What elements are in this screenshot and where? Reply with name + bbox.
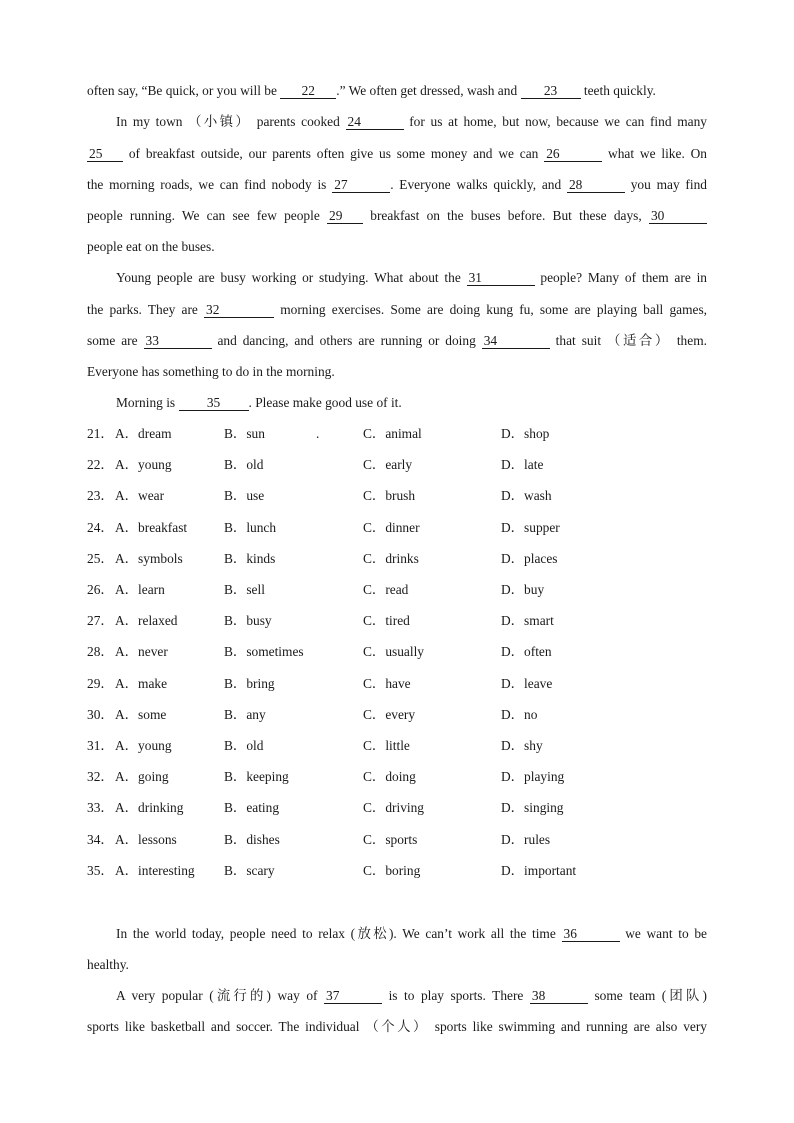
option-b: B．use: [224, 488, 265, 504]
option-a: A．breakfast: [115, 519, 188, 535]
passage-line: healthy.: [87, 957, 129, 972]
option-d: D．shy: [501, 738, 543, 753]
option-a: A．wear: [115, 488, 165, 504]
question-row: [87, 643, 707, 661]
passage-line: In my town （小镇） parents cooked 24 for us at home, but now, because we can find many: [116, 114, 707, 129]
question-number: 24．: [87, 519, 114, 535]
answer-blank: 24: [346, 115, 404, 130]
question-number: 23．: [87, 488, 114, 504]
option-b: B．bring: [224, 675, 275, 691]
answer-blank: 28: [567, 178, 625, 193]
question-row: [87, 456, 707, 474]
passage-line: Morning is 35 . Please make good use of it.: [116, 395, 402, 410]
option-c: C．dinner: [363, 519, 420, 535]
option-d: D．supper: [501, 519, 560, 535]
option-b: B．sell: [224, 582, 265, 597]
passage-line: sports like basketball and soccer. The individual （个人） sports like swimming and running are also very: [87, 1019, 707, 1034]
answer-blank: 37: [324, 989, 382, 1004]
option-c: C．read: [363, 582, 409, 597]
option-a: A．lessons: [115, 831, 177, 847]
option-b: B．lunch: [224, 519, 277, 535]
question-row: [87, 581, 707, 599]
question-number: 22．: [87, 457, 114, 473]
option-b: B．busy: [224, 613, 272, 629]
option-c: C．animal: [363, 426, 422, 441]
option-a: A．drinking: [115, 800, 184, 816]
option-b: B．keeping: [224, 769, 289, 785]
option-d: D．singing: [501, 800, 564, 816]
answer-blank: 33: [144, 334, 212, 349]
option-c: C．have: [363, 675, 411, 691]
option-d: D．buy: [501, 582, 545, 597]
question-number: 30．: [87, 706, 114, 722]
question-row: [87, 612, 707, 630]
option-c: C．drinks: [363, 550, 419, 566]
option-a: A．some: [115, 706, 167, 722]
option-d: D．leave: [501, 675, 553, 691]
option-b: B．old: [224, 457, 264, 473]
question-row: [87, 675, 707, 693]
passage-line: people running. We can see few people 29 breakfast on the buses before. But these days, 30: [87, 207, 707, 225]
passage-line: 25 of breakfast outside, our parents often give us some money and we can 26 what we like. On: [89, 146, 707, 161]
option-b: B．scary: [224, 862, 275, 878]
answer-blank: 23: [521, 84, 581, 99]
option-c: C．driving: [363, 800, 425, 816]
passage-line: A very popular (流行的) way of 37 is to play sports. There 38 some team (团队): [116, 988, 707, 1003]
question-row: [87, 799, 707, 817]
option-c: C．tired: [363, 613, 410, 629]
answer-blank: 25: [87, 147, 123, 162]
option-d: D．important: [501, 862, 577, 878]
passage-line: the parks. They are 32 morning exercises. Some are doing kung fu, some are playing ball games,: [87, 302, 707, 317]
option-d: D．rules: [501, 831, 551, 847]
option-b: B．dishes: [224, 831, 280, 847]
question-number: 21．: [87, 426, 114, 441]
option-c: C．usually: [363, 644, 425, 660]
passage-line: some are 33 and dancing, and others are running or doing 34 that suit （适合） them.: [87, 333, 707, 348]
answer-blank: 27: [332, 178, 390, 193]
passage-line: people eat on the buses.: [87, 239, 215, 254]
option-d: D．wash: [501, 488, 552, 504]
option-c: C．early: [363, 457, 413, 473]
question-row: [87, 737, 707, 755]
option-a: A．going: [115, 769, 169, 785]
option-d: D．playing: [501, 769, 565, 785]
answer-blank: 22: [280, 84, 336, 99]
answer-blank: 35: [179, 396, 249, 411]
question-row: [87, 519, 707, 537]
question-row: [87, 768, 707, 786]
passage-line: In the world today, people need to relax (放松). We can’t work all the time 36 we want to be: [116, 926, 707, 941]
option-a: A．symbols: [115, 550, 183, 566]
option-a: A．interesting: [115, 862, 195, 878]
question-row: [87, 706, 707, 724]
option-c: C．boring: [363, 862, 421, 878]
answer-blank: 30: [649, 209, 707, 224]
option-d: D．places: [501, 550, 558, 566]
question-row: [87, 550, 707, 568]
option-b: B．sometimes: [224, 644, 304, 660]
option-a: A．dream: [115, 426, 172, 441]
option-a: A．relaxed: [115, 613, 178, 629]
question-number: 25．: [87, 550, 114, 566]
option-b: B．kinds: [224, 550, 276, 566]
question-row: [87, 862, 707, 880]
option-a: A．young: [115, 738, 172, 753]
answer-blank: 36: [562, 927, 620, 942]
option-c: C．little: [363, 738, 410, 753]
question-number: 29．: [87, 675, 114, 691]
question-row: [87, 831, 707, 849]
passage-line: Young people are busy working or studying. What about the 31 people? Many of them are in: [116, 270, 707, 285]
question-number: 28．: [87, 644, 114, 660]
question-number: 34．: [87, 831, 114, 847]
option-b: B．any: [224, 706, 266, 722]
option-c: C．sports: [363, 831, 418, 847]
option-d: D．smart: [501, 613, 554, 629]
option-d: D．late: [501, 457, 544, 473]
question-number: 31．: [87, 738, 114, 753]
question-row: [87, 425, 707, 443]
answer-blank: 38: [530, 989, 588, 1004]
option-c: C．every: [363, 706, 416, 722]
passage-line: often say, “Be quick, or you will be 22 .” We often get dressed, wash and 23 teeth quickly.: [87, 83, 656, 98]
question-number: 26．: [87, 582, 114, 597]
passage-line: the morning roads, we can find nobody is 27 . Everyone walks quickly, and 28 you may find: [87, 177, 707, 192]
option-a: A．never: [115, 644, 168, 660]
answer-blank: 31: [467, 271, 535, 286]
question-number: 27．: [87, 613, 114, 629]
answer-blank: 34: [482, 334, 550, 349]
option-d: D．no: [501, 706, 538, 722]
option-c: C．brush: [363, 488, 416, 504]
answer-blank: 29: [327, 209, 363, 224]
passage-line: Everyone has something to do in the morning.: [87, 364, 335, 379]
option-b: B．old: [224, 738, 264, 753]
option-b: B．eating: [224, 800, 280, 816]
question-number: 32．: [87, 769, 114, 785]
option-a: A．learn: [115, 582, 165, 597]
option-a: A．young: [115, 457, 172, 473]
answer-blank: 32: [204, 303, 274, 318]
question-row: [87, 487, 707, 505]
stray-mark: .: [316, 426, 320, 441]
option-d: D．often: [501, 644, 552, 660]
option-a: A．make: [115, 675, 168, 691]
option-b: B．sun: [224, 426, 265, 441]
answer-blank: 26: [544, 147, 602, 162]
question-number: 35．: [87, 862, 114, 878]
option-c: C．doing: [363, 769, 416, 785]
option-d: D．shop: [501, 426, 550, 441]
question-number: 33．: [87, 800, 114, 816]
